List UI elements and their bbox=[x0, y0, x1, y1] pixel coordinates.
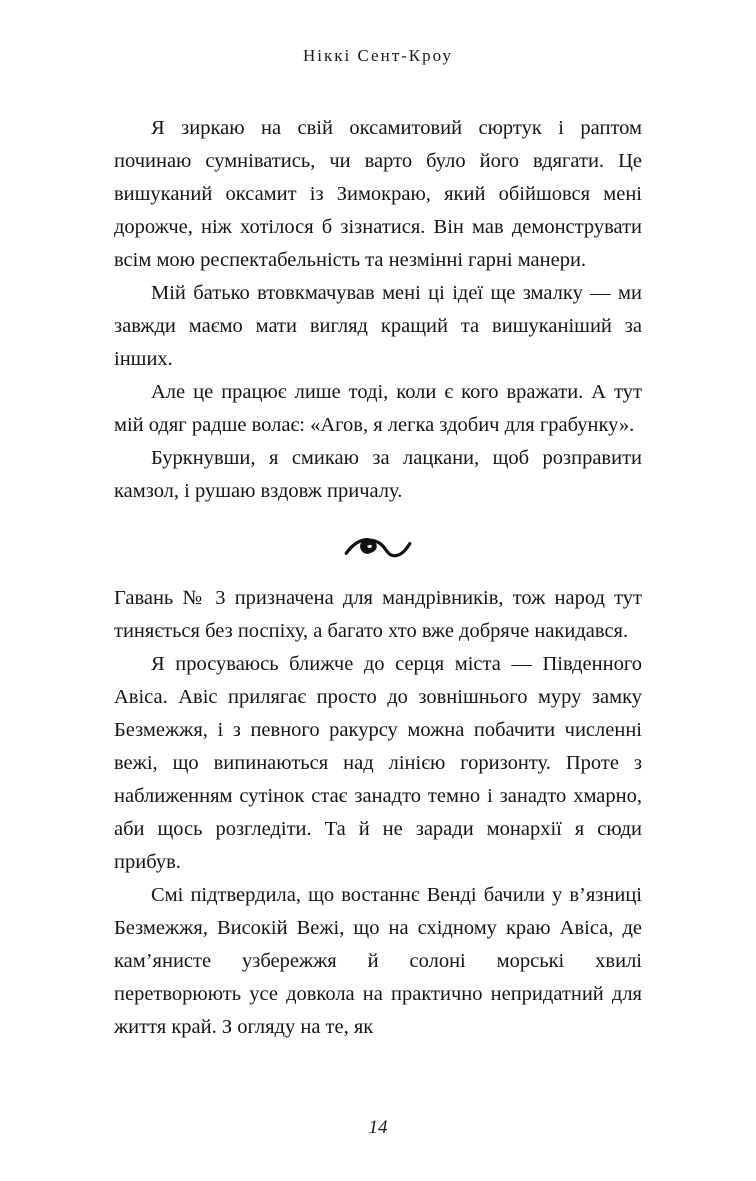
section-break bbox=[114, 532, 642, 566]
page-number: 14 bbox=[368, 1117, 388, 1138]
body-paragraph: Але це працює лише тоді, коли є кого вражати. А тут мій одяг радше волає: «Агов, я легка здобич для грабунку». bbox=[114, 381, 642, 436]
body-paragraph: Я просуваюсь ближче до серця міста — Південного Авіса. Авіс прилягає просто до зовнішнього муру замку Безмежжя, і з певного ракурсу можна побачити численні вежі, що випинаються над лінією горизонту. Проте з наближенням сутінок стає занадто темно і занадто хмарно, аби щось розгледіти. Та й не заради монархії я сюди прибув. bbox=[114, 653, 642, 873]
body-paragraph: Я зиркаю на свій оксамитовий сюртук і раптом починаю сумніватись, чи варто було його вдягати. Це вишуканий оксамит із Зимокраю, який обійшовся мені дорожче, ніж хотілося б зізнатися. Він мав демонструвати всім мою респектабельність та незмінні гарні манери. bbox=[114, 117, 642, 271]
body-paragraph: Смі підтвердила, що востаннє Венді бачили у в’язниці Безмежжя, Високій Вежі, що на східному краю Авіса, де кам’янисте узбережжя й солоні морські хвилі перетворюють усе довкола на практично непридатний для життя край. З огляду на те, як bbox=[114, 884, 642, 1038]
calligraphic-flourish-icon bbox=[343, 537, 413, 559]
body-paragraph: Буркнувши, я смикаю за лацкани, щоб розправити камзол, і рушаю вздовж причалу. bbox=[114, 447, 642, 502]
running-head-author: Ніккі Сент-Кроу bbox=[303, 46, 453, 65]
body-paragraph: Мій батько втовкмачував мені ці ідеї ще змалку — ми завжди маємо мати вигляд кращий та вишуканіший за інших. bbox=[114, 282, 642, 370]
body-paragraph: Гавань № 3 призначена для мандрівників, тож народ тут тиняється без поспіху, а багато хто вже добряче накидався. bbox=[114, 587, 642, 642]
body-text bbox=[114, 112, 642, 1044]
